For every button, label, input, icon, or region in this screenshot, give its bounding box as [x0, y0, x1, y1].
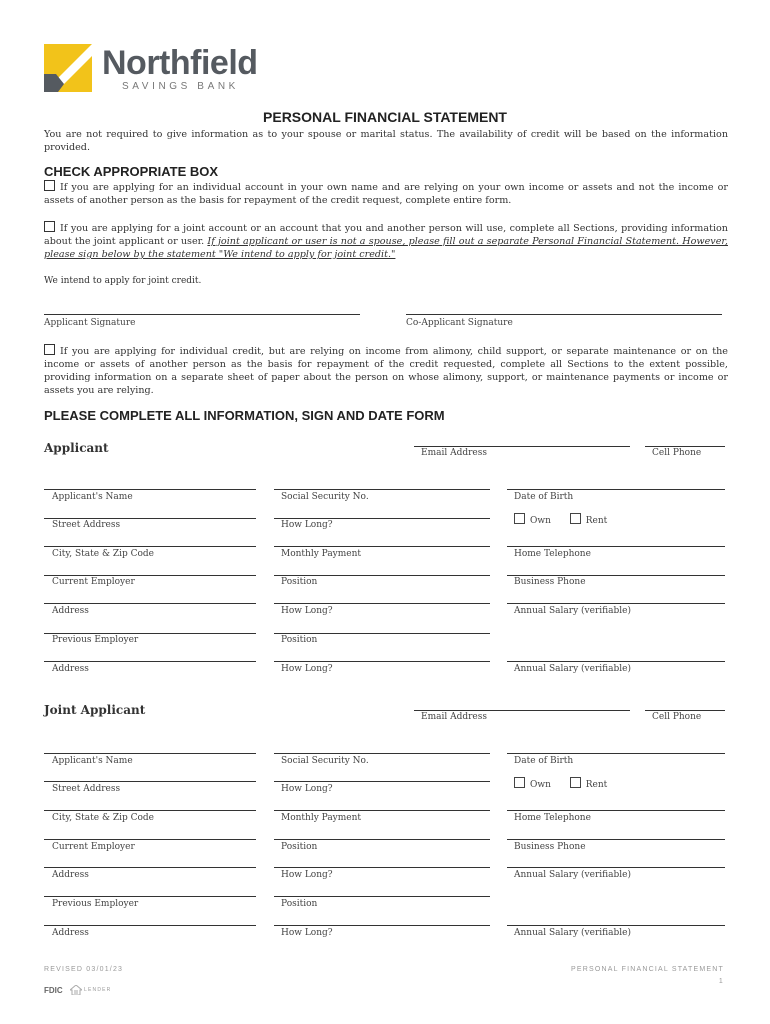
joint-prev-position-line[interactable]	[274, 896, 490, 897]
alimony-checkbox[interactable]	[44, 344, 55, 355]
rent-checkbox[interactable]	[570, 513, 581, 524]
applicant-name-line[interactable]	[44, 489, 256, 490]
joint-cell-line[interactable]	[645, 710, 725, 711]
option-alimony	[44, 344, 728, 397]
joint-how-long-label: How Long?	[281, 784, 333, 794]
joint-dob-line[interactable]	[507, 753, 725, 754]
cell-line[interactable]	[645, 446, 725, 447]
prev-position-line[interactable]	[274, 633, 490, 634]
applicant-name-label: Applicant's Name	[52, 492, 133, 502]
dob-label: Date of Birth	[514, 492, 574, 502]
joint-rent-label: Rent	[585, 780, 608, 790]
city-label: City, State & Zip Code	[52, 549, 154, 559]
joint-how-long-2-label: How Long?	[281, 870, 333, 880]
fdic-logo: FDIC	[44, 986, 63, 995]
address-line[interactable]	[44, 603, 256, 604]
coapplicant-signature-label: Co-Applicant Signature	[406, 318, 513, 328]
monthly-payment-line[interactable]	[274, 546, 490, 547]
how-long-2-label: How Long?	[281, 606, 333, 616]
joint-salary-line[interactable]	[507, 867, 725, 868]
rent-label: Rent	[585, 516, 608, 526]
how-long-2-line[interactable]	[274, 603, 490, 604]
joint-own-rent-group	[514, 777, 607, 790]
joint-prev-salary-line[interactable]	[507, 925, 725, 926]
applicant-signature-label: Applicant Signature	[44, 318, 136, 328]
prev-how-long-label: How Long?	[281, 664, 333, 674]
prev-how-long-line[interactable]	[274, 661, 490, 662]
joint-monthly-payment-line[interactable]	[274, 810, 490, 811]
prev-employer-label: Previous Employer	[52, 635, 139, 645]
street-line[interactable]	[44, 518, 256, 519]
joint-dob-label: Date of Birth	[514, 756, 574, 766]
joint-prev-salary-label: Annual Salary (verifiable)	[514, 928, 631, 938]
joint-email-line[interactable]	[414, 710, 630, 711]
option-individual-text: If you are applying for an individual account in your own name and are relying on your own income or assets and not the income or assets of another person as the basis for repayment of the credit request, complete entire form.	[44, 182, 728, 206]
check-box-heading: CHECK APPROPRIATE BOX	[44, 164, 219, 179]
employer-label: Current Employer	[52, 577, 135, 587]
footer-form-name: PERSONAL FINANCIAL STATEMENT	[570, 966, 724, 973]
joint-street-line[interactable]	[44, 781, 256, 782]
form-title: PERSONAL FINANCIAL STATEMENT	[263, 109, 507, 125]
individual-checkbox[interactable]	[44, 180, 55, 191]
joint-employer-label: Current Employer	[52, 842, 135, 852]
position-label: Position	[281, 577, 318, 587]
joint-own-checkbox[interactable]	[514, 777, 525, 788]
own-checkbox[interactable]	[514, 513, 525, 524]
bank-name: Northfield	[102, 44, 258, 82]
joint-position-line[interactable]	[274, 839, 490, 840]
ssn-label: Social Security No.	[281, 492, 369, 502]
joint-name-label: Applicant's Name	[52, 756, 133, 766]
revised-date: REVISED 03/01/23	[44, 966, 124, 973]
joint-business-phone-line[interactable]	[507, 839, 725, 840]
intro-text: You are not required to give information as to your spouse or marital status. The availability of credit will be based on the information provided.	[44, 129, 728, 153]
joint-checkbox[interactable]	[44, 221, 55, 232]
home-phone-label: Home Telephone	[514, 549, 591, 559]
joint-name-line[interactable]	[44, 753, 256, 754]
joint-how-long-2-line[interactable]	[274, 867, 490, 868]
employer-line[interactable]	[44, 575, 256, 576]
option-joint-note: If joint applicant or user is not a spouse, please fill out a separate Personal Financial Statement. However, please sign below by the statement "We intend to apply for joint credit."	[44, 236, 728, 260]
joint-email-label: Email Address	[421, 712, 487, 722]
joint-prev-employer-line[interactable]	[44, 896, 256, 897]
business-phone-line[interactable]	[507, 575, 725, 576]
house-icon	[70, 985, 82, 995]
joint-title: Joint Applicant	[44, 703, 146, 717]
joint-own-label: Own	[530, 780, 551, 790]
business-phone-label: Business Phone	[514, 577, 586, 587]
option-joint-text: If you are applying for a joint account or an account that you and another person will use, complete all Sections, providing information about the joint applicant or user.	[44, 223, 728, 247]
joint-monthly-payment-label: Monthly Payment	[281, 813, 362, 823]
joint-address-label: Address	[52, 870, 89, 880]
joint-cell-label: Cell Phone	[652, 712, 702, 722]
how-long-label: How Long?	[281, 520, 333, 530]
own-label: Own	[530, 516, 551, 526]
joint-ssn-line[interactable]	[274, 753, 490, 754]
joint-address-line[interactable]	[44, 867, 256, 868]
joint-home-phone-label: Home Telephone	[514, 813, 591, 823]
joint-prev-address-line[interactable]	[44, 925, 256, 926]
prev-employer-line[interactable]	[44, 633, 256, 634]
city-line[interactable]	[44, 546, 256, 547]
applicant-title: Applicant	[44, 441, 109, 455]
joint-home-phone-line[interactable]	[507, 810, 725, 811]
joint-city-label: City, State & Zip Code	[52, 813, 154, 823]
street-label: Street Address	[52, 520, 121, 530]
home-phone-line[interactable]	[507, 546, 725, 547]
position-line[interactable]	[274, 575, 490, 576]
prev-salary-line[interactable]	[507, 661, 725, 662]
how-long-line[interactable]	[274, 518, 490, 519]
monthly-payment-label: Monthly Payment	[281, 549, 362, 559]
prev-salary-label: Annual Salary (verifiable)	[514, 664, 631, 674]
email-label: Email Address	[421, 448, 487, 458]
option-individual	[44, 180, 728, 207]
joint-position-label: Position	[281, 842, 318, 852]
bank-subtitle: SAVINGS BANK	[122, 81, 239, 92]
page-number: 1	[718, 978, 724, 985]
prev-address-line[interactable]	[44, 661, 256, 662]
prev-position-label: Position	[281, 635, 318, 645]
joint-ssn-label: Social Security No.	[281, 756, 369, 766]
option-joint	[44, 221, 728, 261]
option-alimony-text: If you are applying for individual credit, but are relying on income from alimony, child support, or separate maintenance or on the income or assets of another person as the basis for repayment of the credit requested, complete all Sections to the extent possible, providing information on a separate sheet of paper about the person on whose alimony, support, or maintenance payments or income or assets you are relying.	[44, 346, 728, 396]
joint-city-line[interactable]	[44, 810, 256, 811]
joint-prev-position-label: Position	[281, 899, 318, 909]
lender-text: LENDER	[84, 987, 112, 993]
joint-prev-how-long-line[interactable]	[274, 925, 490, 926]
cell-label: Cell Phone	[652, 448, 702, 458]
northfield-logo-icon	[44, 44, 92, 92]
joint-intent-text: We intend to apply for joint credit.	[44, 276, 202, 286]
joint-prev-how-long-label: How Long?	[281, 928, 333, 938]
coapplicant-signature-line[interactable]	[406, 314, 722, 315]
joint-prev-employer-label: Previous Employer	[52, 899, 139, 909]
joint-employer-line[interactable]	[44, 839, 256, 840]
joint-how-long-line[interactable]	[274, 781, 490, 782]
joint-salary-label: Annual Salary (verifiable)	[514, 870, 631, 880]
own-rent-group	[514, 513, 607, 526]
prev-address-label: Address	[52, 664, 89, 674]
joint-rent-checkbox[interactable]	[570, 777, 581, 788]
salary-label: Annual Salary (verifiable)	[514, 606, 631, 616]
email-line[interactable]	[414, 446, 630, 447]
ssn-line[interactable]	[274, 489, 490, 490]
dob-line[interactable]	[507, 489, 725, 490]
joint-street-label: Street Address	[52, 784, 121, 794]
complete-heading: PLEASE COMPLETE ALL INFORMATION, SIGN AND DATE FORM	[44, 408, 445, 423]
joint-prev-address-label: Address	[52, 928, 89, 938]
salary-line[interactable]	[507, 603, 725, 604]
equal-housing-lender-logo	[70, 985, 112, 995]
joint-business-phone-label: Business Phone	[514, 842, 586, 852]
applicant-signature-line[interactable]	[44, 314, 360, 315]
address-label: Address	[52, 606, 89, 616]
